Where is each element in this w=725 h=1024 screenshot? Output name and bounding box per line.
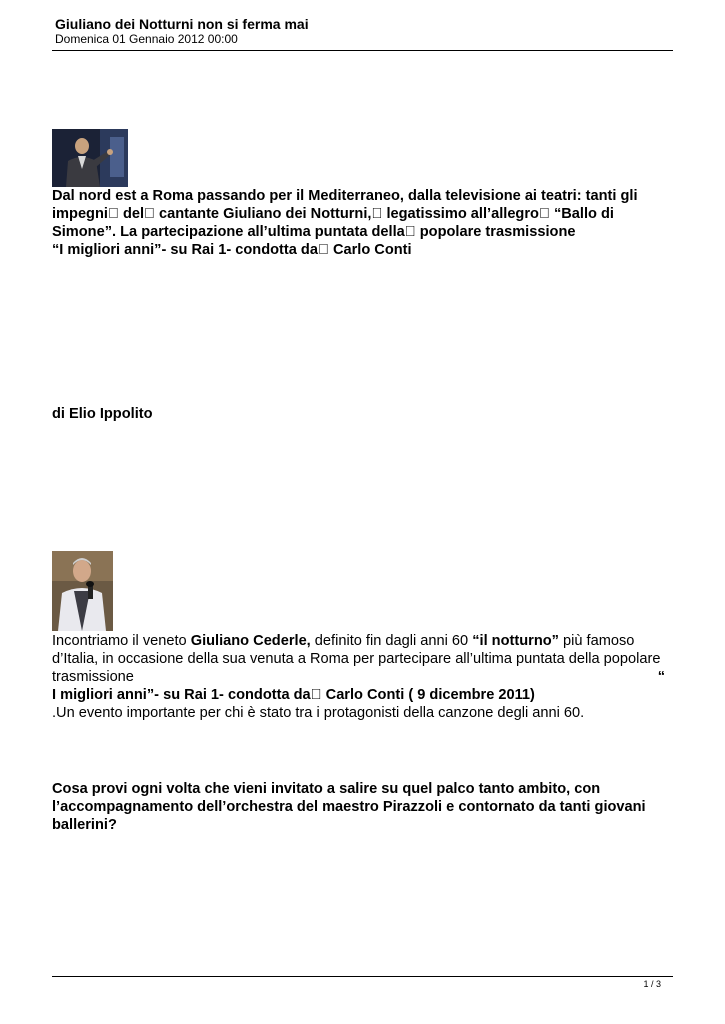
question-line: Cosa provi ogni volta che vieni invitato a salire su quel palco tanto ambito, con [52, 781, 601, 797]
opening-quote-mark: “ [657, 669, 665, 685]
singer-name: Giuliano Cederle, [190, 633, 311, 649]
intro-line-3: trasmissione [52, 669, 134, 685]
intro-paragraph [52, 632, 673, 722]
question-line: l’accompagnamento dell’orchestra del maestro Pirazzoli e contornato da tanti giovani [52, 799, 646, 815]
author-name: di Elio Ippolito [52, 406, 153, 422]
question-line: ballerini? [52, 817, 117, 833]
photo-singer-stage [52, 129, 128, 187]
intro-line-1 [52, 632, 673, 650]
intro-line-5: .Un evento importante per chi è stato tra i protagonisti della canzone degli anni 60. [52, 705, 585, 721]
lead-line: impegni  del  cantante Giuliano dei Notturni,  legatissimo all’allegro  “Ballo di [52, 206, 614, 222]
interview-question [52, 780, 673, 834]
document-date: Domenica 01 Gennaio 2012 00:00 [55, 32, 238, 46]
lead-line: “I migliori anni”- su Rai 1- condotta da  Carlo Conti [52, 242, 412, 258]
lead-line: Simone”. La partecipazione all’ultima puntata della  popolare trasmissione [52, 224, 576, 240]
nickname: “il notturno” [472, 633, 559, 649]
show-title-line: I migliori anni”- su Rai 1- condotta da  Carlo Conti ( 9 dicembre 2011) [52, 687, 535, 703]
header-divider [52, 50, 673, 51]
footer-divider [52, 976, 673, 977]
document-title: Giuliano dei Notturni non si ferma mai [55, 16, 309, 32]
intro-line-2: d’Italia, in occasione della sua venuta a Roma per partecipare all’ultima puntata della popolare [52, 651, 661, 667]
lead-line: Dal nord est a Roma passando per il Mediterraneo, dalla televisione ai teatri: tanti gli [52, 188, 638, 204]
page-number: 1 / 3 [643, 979, 661, 989]
lead-paragraph [52, 187, 673, 259]
photo-singer-microphone [52, 551, 113, 631]
intro-text: definito fin dagli anni 60 [310, 633, 473, 649]
intro-text: più famoso [558, 633, 635, 649]
intro-text: Incontriamo il veneto [52, 633, 191, 649]
author-byline [52, 405, 673, 423]
